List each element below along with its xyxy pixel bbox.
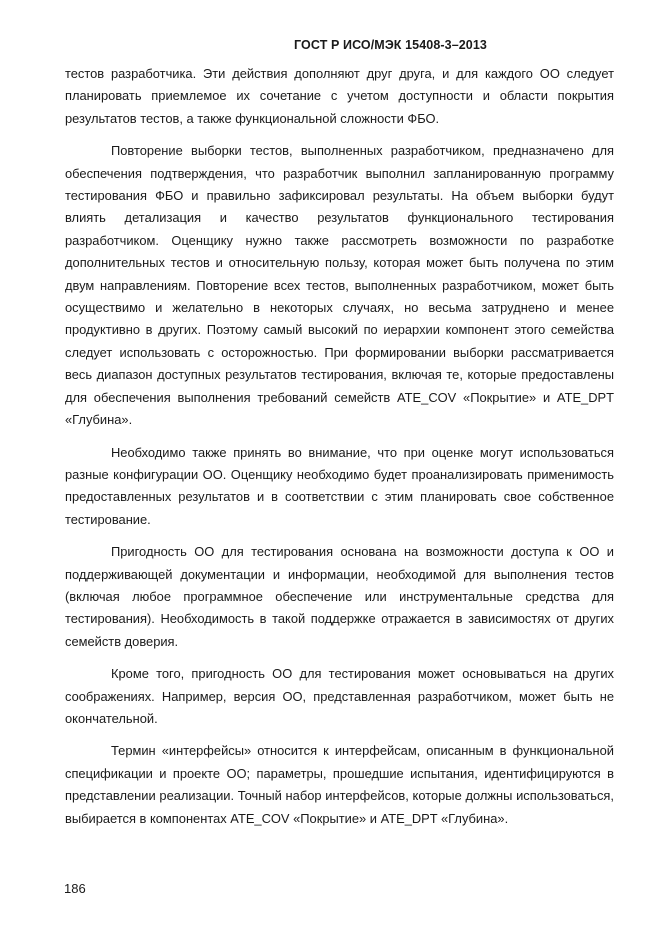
document-header: ГОСТ Р ИСО/МЭК 15408-3–2013: [294, 38, 487, 52]
paragraph: Пригодность ОО для тестирования основана на возможности доступа к ОО и поддерживающей документации и информации, необходимой для выполнения тестов (включая любое программное обеспечение или инструментальные средства для тестирования). Необходимость в такой поддержке отражается в зависимостях от других семейств доверия.: [65, 544, 614, 649]
paragraph: Термин «интерфейсы» относится к интерфейсам, описанным в функциональной спецификации и проекте ОО; параметры, прошедшие испытания, идентифицируются в представлении реализации. Точный набор интерфейсов, которые должны использоваться, выбирается в компонентах ATE_COV «Покрытие» и ATE_DPT «Глубина».: [65, 743, 614, 826]
document-body: [65, 63, 614, 840]
page-number: 186: [64, 881, 86, 896]
paragraph: Кроме того, пригодность ОО для тестирования может основываться на других соображениях. Например, версия ОО, представленная разработчиком, может быть не окончательной.: [65, 666, 614, 726]
paragraph-continuation: тестов разработчика. Эти действия дополняют друг друга, и для каждого ОО следует планировать приемлемое их сочетание с учетом доступности и области покрытия результатов тестов, а также функциональной сложности ФБО.: [65, 66, 614, 126]
paragraph: Повторение выборки тестов, выполненных разработчиком, предназначено для обеспечения подтверждения, что разработчик выполнил запланированную программу тестирования ФБО и правильно зафиксировал результаты. На объем выборки будут влиять детализация и качество результатов функционального тестирования разработчиком. Оценщику нужно также рассмотреть возможности по разработке дополнительных тестов и относительную пользу, которая может быть получена по этим двум направлениям. Повторение всех тестов, выполненных разработчиком, может быть осуществимо и желательно в некоторых случаях, но весьма затруднено и менее продуктивно в других. Поэтому самый высокий по иерархии компонент этого семейства следует использовать с осторожностью. При формировании выборки рассматривается весь диапазон доступных результатов тестирования, включая те, которые предоставлены для обеспечения выполнения требований семейств ATE_COV «Покрытие» и ATE_DPT «Глубина».: [65, 143, 614, 428]
paragraph: Необходимо также принять во внимание, что при оценке могут использоваться разные конфигурации ОО. Оценщику необходимо будет проанализировать применимость предоставленных результатов и в соответствии с этим планировать свое собственное тестирование.: [65, 444, 614, 527]
